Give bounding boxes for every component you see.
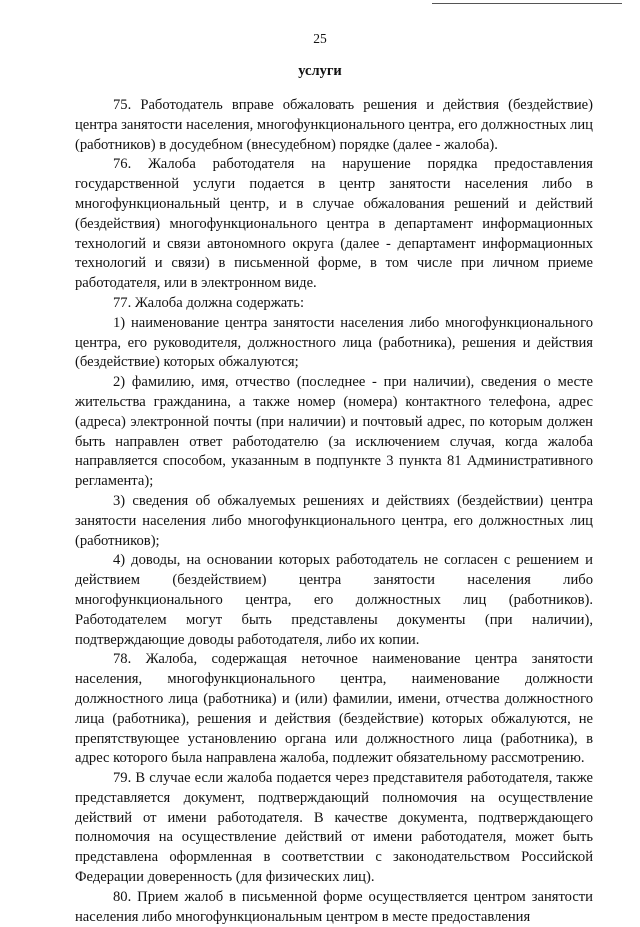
- section-heading: услуги: [298, 63, 342, 79]
- paragraph-77-item-4: 4) доводы, на основании которых работодатель не согласен с решением и действием (бездействием) центра занятости населения либо многофункционального центра, его должностных лиц (работников). Работодателем могут быть представлены документы (при наличии), подтверждающие доводы работодателя, либо их копии.: [75, 552, 593, 648]
- paragraph-75: 75. Работодатель вправе обжаловать решения и действия (бездействие) центра занятости населения, многофункционального центра, его должностных лиц (работников) в досудебном (внесудебном) порядке (далее - жалоба).: [75, 97, 593, 153]
- page-number: 25: [313, 31, 327, 46]
- paragraph-79: 79. В случае если жалоба подается через представителя работодателя, также представляется документ, подтверждающий полномочия на осуществление действий от имени работодателя. В качестве документа, подтверждающего полномочия на осуществление действий от имени работодателя, может быть представлена оформленная в соответствии с законодательством Российской Федерации доверенность (для физических лиц).: [75, 770, 593, 886]
- paragraph-77-item-2: 2) фамилию, имя, отчество (последнее - при наличии), сведения о месте жительства гражданина, а также номер (номера) контактного телефона, адрес (адреса) электронной почты (при наличии) и почтовый адрес, по которым должен быть направлен ответ работодателю (за исключением случая, когда жалоба направляется способом, указанным в подпункте 3 пункта 81 Административного регламента);: [75, 374, 593, 490]
- paragraph-78: 78. Жалоба, содержащая неточное наименование центра занятости населения, многофункционального центра, наименование должности должностного лица (работника) и (или) фамилии, имени, отчества должностного лица (работника), решения и действия (бездействие) которых обжалуются, не препятствующее установлению органа или должностного лица (работника), в адрес которого была направлена жалоба, подлежит обязательному рассмотрению.: [75, 651, 593, 767]
- paragraph-76: 76. Жалоба работодателя на нарушение порядка предоставления государственной услуги подается в центр занятости населения либо в многофункциональный центр, и в случае обжалования решений и действий (бездействия) многофункционального центра в департамент информационных технологий и связи автономного округа (далее - департамент информационных технологий и связи) в письменной форме, в том числе при личном приеме работодателя, или в электронном виде.: [75, 156, 593, 292]
- paragraph-77: 77. Жалоба должна содержать:: [113, 294, 304, 311]
- paragraph-77-item-3: 3) сведения об обжалуемых решениях и действиях (бездействии) центра занятости населения либо многофункционального центра, его должностных лиц (работников);: [75, 492, 593, 549]
- document-body: [75, 96, 593, 927]
- paragraph-77-item-1: 1) наименование центра занятости населения либо многофункционального центра, его руководителя, должностного лица (работника), решения и действия (бездействие) которых обжалуются;: [75, 314, 593, 371]
- paragraph-80: 80. Прием жалоб в письменной форме осуществляется центром занятости населения либо многофункциональным центром в месте предоставления: [75, 888, 593, 925]
- top-rule: [432, 3, 622, 4]
